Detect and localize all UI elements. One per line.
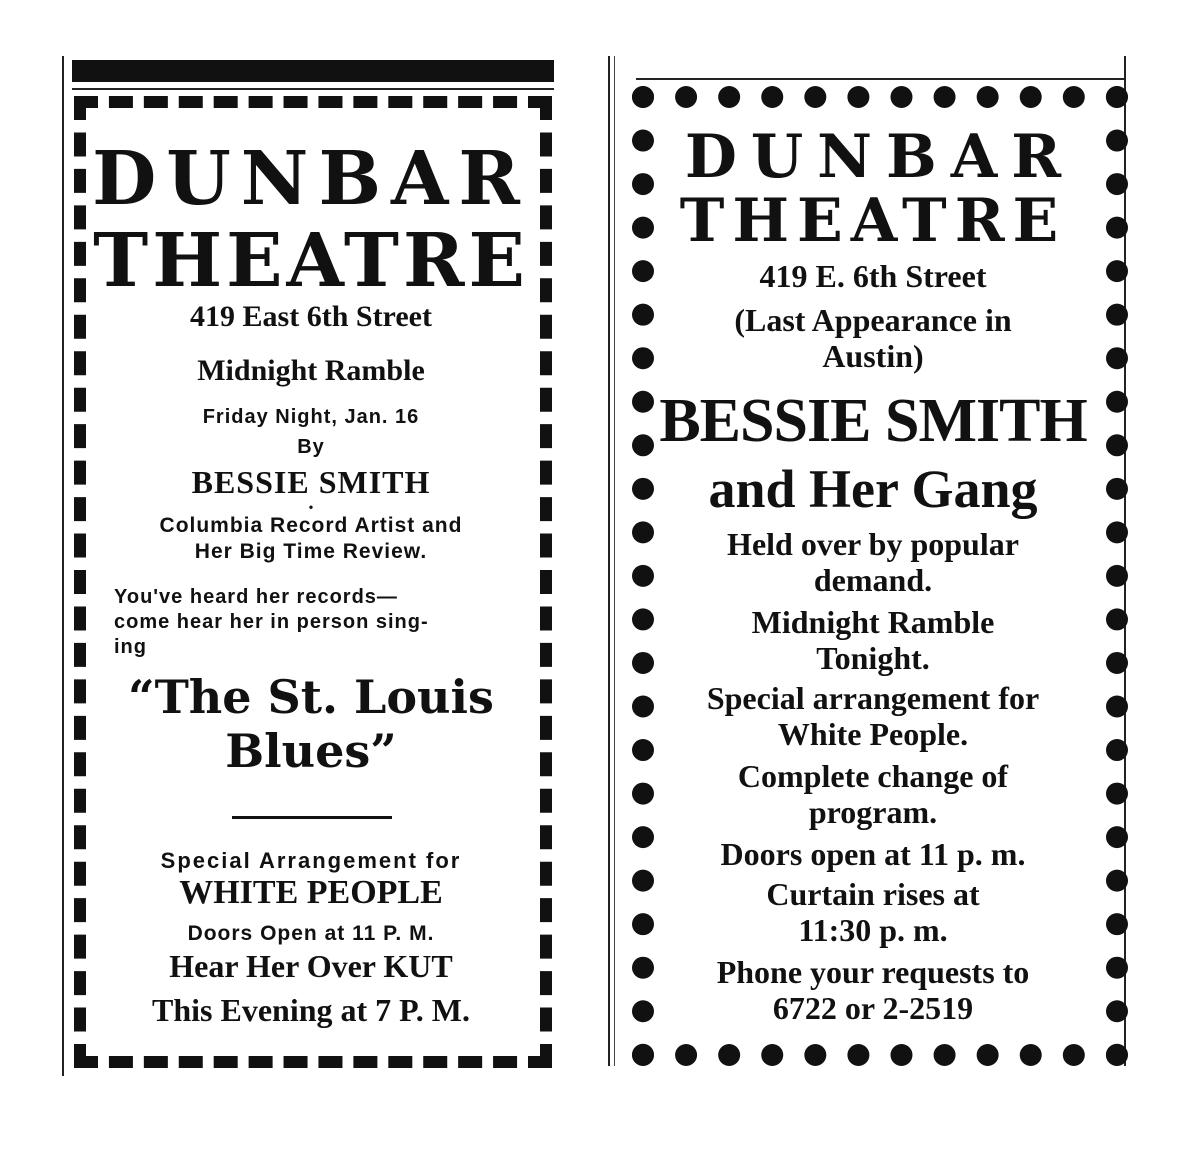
ramble-line2: Tonight. — [816, 640, 930, 676]
and-her-gang: and Her Gang — [708, 459, 1038, 519]
top-rule — [72, 88, 554, 90]
title-theatre: THEATRE — [679, 186, 1067, 256]
top-bar — [72, 60, 554, 82]
radio-line: Hear Her Over KUT — [169, 948, 453, 984]
address: 419 E. 6th Street — [759, 258, 987, 294]
description-line2: Her Big Time Review. — [194, 540, 428, 563]
heard-line1: You've heard her records— — [114, 586, 398, 608]
divider — [232, 816, 392, 819]
heard-line3: ing — [114, 636, 147, 658]
event-date: Friday Night, Jan. 16 — [202, 406, 420, 428]
last-appearance-line1: (Last Appearance in — [734, 302, 1012, 338]
description-line1: Columbia Record Artist and — [159, 514, 463, 537]
audience: WHITE PEOPLE — [179, 874, 443, 911]
last-appearance-line2: Austin) — [822, 338, 924, 374]
left-advertisement — [62, 56, 560, 1076]
by-label: By — [297, 436, 325, 458]
curtain-line2: 11:30 p. m. — [798, 912, 948, 948]
change-line1: Complete change of — [737, 758, 1009, 794]
phone-line1: Phone your requests to — [716, 954, 1030, 990]
held-over-line2: demand. — [813, 562, 933, 598]
heard-line2: come hear her in person sing- — [114, 611, 429, 633]
special-line1: Special arrangement for — [706, 680, 1040, 716]
title-theatre: THEATRE — [93, 218, 529, 304]
special-line2: White People. — [777, 716, 969, 752]
song-title-line1: “The St. Louis — [128, 670, 494, 724]
event-name: Midnight Ramble — [197, 354, 425, 387]
ramble-line1: Midnight Ramble — [751, 604, 995, 640]
song-title-line2: Blues” — [225, 724, 397, 778]
phone-line2: 6722 or 2-2519 — [772, 990, 974, 1026]
change-line2: program. — [808, 794, 938, 830]
title-dunbar: DUNBAR — [92, 136, 530, 222]
held-over-line1: Held over by popular — [727, 526, 1019, 562]
bullet: • — [308, 500, 314, 514]
address: 419 East 6th Street — [190, 300, 432, 333]
curtain-line1: Curtain rises at — [766, 876, 980, 912]
special-arrangement: Special Arrangement for — [160, 848, 462, 873]
doors-open: Doors open at 11 p. m. — [720, 836, 1026, 872]
top-rule — [636, 78, 1124, 80]
performer-name: BESSIE SMITH — [191, 464, 431, 500]
doors-open: Doors Open at 11 P. M. — [187, 922, 435, 945]
radio-time: This Evening at 7 P. M. — [152, 992, 470, 1028]
title-dunbar: DUNBAR — [684, 122, 1076, 192]
performer-name: BESSIE SMITH — [659, 387, 1087, 455]
right-advertisement — [608, 56, 1138, 1076]
